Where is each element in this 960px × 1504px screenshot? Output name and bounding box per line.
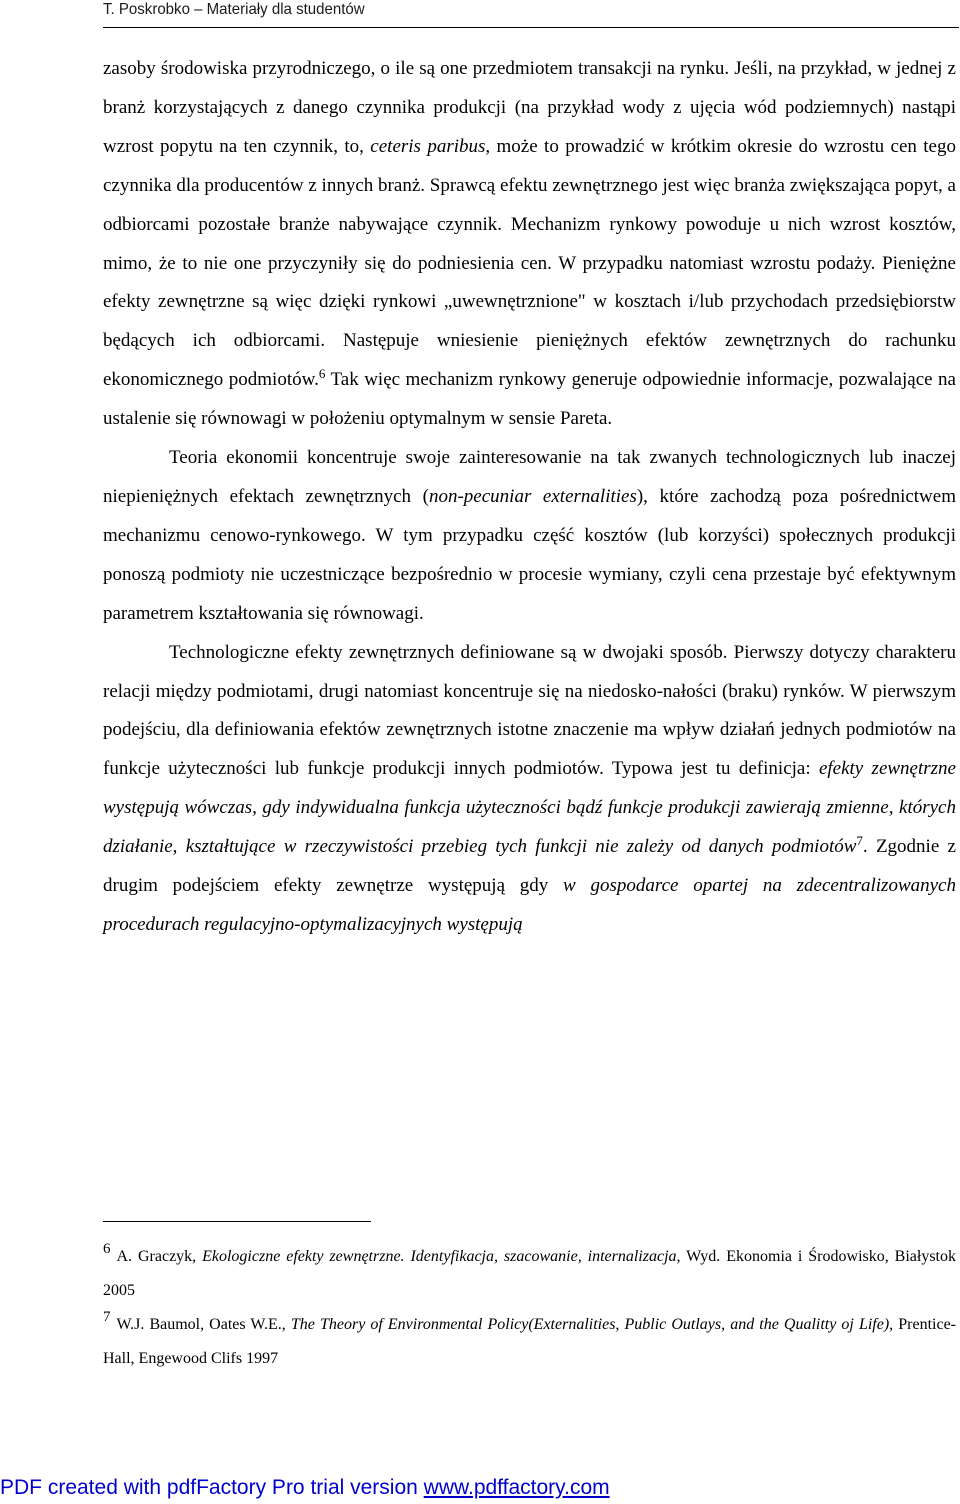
paragraph-1: zasoby środowiska przyrodniczego, o ile są one przedmiotem transakcji na rynku. Jeśli, na przykład, w jednej z branż korzystających z danego czynnika produkcji (na przykład wody z ujęcia wód podziemnych) nastąpi wzrost popytu na ten czynnik, to, ceteris paribus, może to prowadzić w krótkim okresie do wzrostu cen tego czynnika dla producentów z innych branż. Sprawcą efektu zewnętrznego jest więc branża zwiększająca popyt, a odbiorcami pozostałe branże nabywające czynnik. Mechanizm rynkowy powoduje u nich wzrost kosztów, mimo, że to nie one przyczyniły się do podniesienia cen. W przypadku natomiast wzrostu podaży. Pieniężne efekty zewnętrzne są więc dzięki rynkowi „uwewnętrznione" w kosztach i/lub przychodach przedsiębiorstw będących ich odbiorcami. Następuje wniesienie pieniężnych efektów zewnętrznych do rachunku ekonomicznego podmiotów.$^6$ Tak więc mechanizm rynkowy generuje odpowiednie informacje, pozwalające na ustalenie się równowagi w położeniu optymalnym w sensie Pareta. bbox=[103, 58, 956, 430]
body-text bbox=[103, 50, 956, 945]
footnote-number: 6 bbox=[103, 1241, 111, 1257]
footnotes bbox=[103, 1240, 956, 1376]
header-divider bbox=[103, 27, 959, 28]
emphasis-ceteris-paribus: ceteris paribus bbox=[370, 135, 486, 157]
footnote-7: $^7$ W.J. Baumol, Oates W.E., The Theory of Environmental Policy(Externalities, Public Outlays, and the Qualitty oj Life), Prentice-Hall, Engewood Clifs 1997 bbox=[103, 1309, 956, 1367]
emphasis-second-approach: w gospodarce opartej na zdecentralizowanych procedurach regulacyjno-optymalizacyjnych występują bbox=[103, 875, 956, 935]
paragraph-2: Teoria ekonomii koncentruje swoje zainteresowanie na tak zwanych technologicznych lub inaczej niepieniężnych efektach zewnętrznych (non-pecuniar externalities), które zachodzą poza pośrednictwem mechanizmu cenowo-rynkowego. W tym przypadku część kosztów (lub korzyści) społecznych produkcji ponoszą podmioty nie uczestniczące bezpośrednio w procesie wymiany, czyli cena przestaje być efektywnym parametrem kształtowania się równowagi. bbox=[103, 447, 956, 624]
footnote-number: 7 bbox=[103, 1309, 111, 1325]
pdf-watermark-footer: PDF created with pdfFactory Pro trial version www.pdffactory.com bbox=[0, 1476, 610, 1499]
footnote-ref-7[interactable]: 7 bbox=[856, 833, 863, 849]
footnote-divider bbox=[103, 1221, 371, 1222]
footnote-6: $^6$ A. Graczyk, Ekologiczne efekty zewnętrzne. Identyfikacja, szacowanie, internalizacja, Wyd. Ekonomia i Środowisko, Białystok 2005 bbox=[103, 1241, 957, 1299]
pdffactory-link[interactable]: www.pdffactory.com bbox=[423, 1476, 610, 1499]
emphasis-definition: efekty zewnętrzne występują wówczas, gdy indywidualna funkcja użyteczności bądź funkcje produkcji zawierają zmienne, których działanie, kształtujące w rzeczywistości przebieg tych funkcji nie zależy od danych podmiotów bbox=[103, 758, 956, 858]
running-header: T. Poskrobko – Materiały dla studentów bbox=[103, 1, 365, 18]
footnote-ref-6[interactable]: 6 bbox=[318, 366, 326, 382]
emphasis-non-pecuniar: non-pecuniar externalities bbox=[428, 485, 637, 507]
paragraph-3: Technologiczne efekty zewnętrznych definiowane są w dwojaki sposób. Pierwszy dotyczy charakteru relacji między podmiotami, drugi natomiast koncentruje się na niedosko-nałości (braku) rynków. W pierwszym podejściu, dla definiowania efektów zewnętrznych istotne znaczenie ma wpływ działań jednych podmiotów na funkcje użyteczności lub funkcje produkcji innych podmiotów. Typowa jest tu definicja: efekty zewnętrzne występują wówczas, gdy indywidualna funkcja użyteczności bądź funkcje produkcji zawierają zmienne, których działanie, kształtujące w rzeczywistości przebieg tych funkcji nie zależy od danych podmiotów$^7$. Zgodnie z drugim podejściem efekty zewnętrze występują gdy w gospodarce opartej na zdecentralizowanych procedurach regulacyjno-optymalizacyjnych występują bbox=[103, 641, 956, 935]
